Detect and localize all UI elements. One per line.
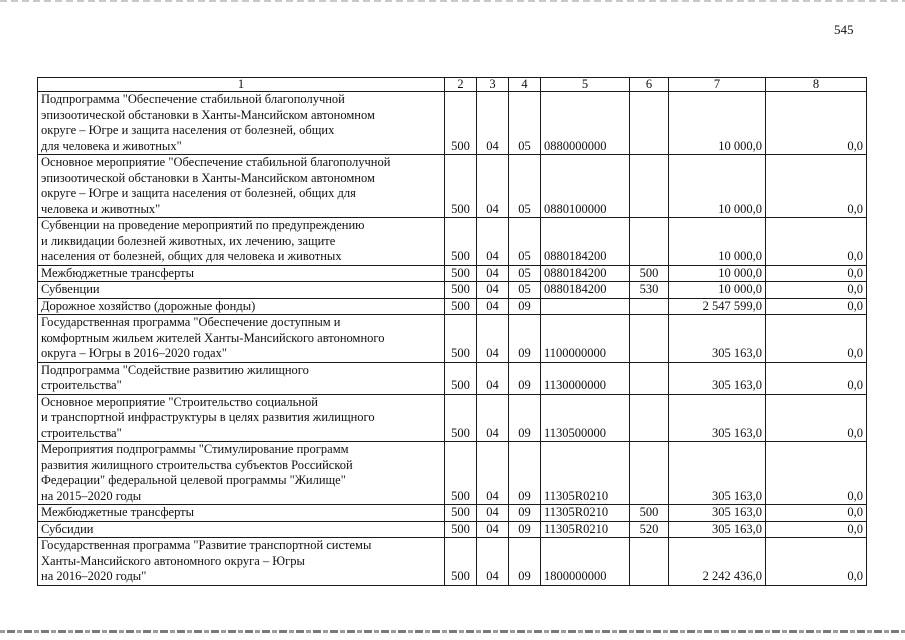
row-name-cell: Подпрограмма "Обеспечение стабильной благополучной эпизоотической обстановки в Ханты-Мансийском автономном округе – Югре и защита населения от болезней, общих для человека и животных" (38, 92, 445, 155)
table-header-row (38, 78, 867, 92)
amount-cell: 2 242 436,0 (669, 538, 766, 586)
expense-type-cell (630, 442, 669, 505)
section-cell: 04 (477, 298, 509, 315)
code-cell: 500 (445, 521, 477, 538)
code-cell: 500 (445, 298, 477, 315)
table-row (38, 442, 867, 505)
code-cell: 500 (445, 538, 477, 586)
subsection-cell: 09 (509, 505, 541, 522)
target-article-cell: 11305R0210 (541, 505, 630, 522)
amount-cell: 305 163,0 (669, 521, 766, 538)
subsection-cell: 05 (509, 282, 541, 299)
code-cell: 500 (445, 282, 477, 299)
row-name-cell: Подпрограмма "Содействие развитию жилищного строительства" (38, 362, 445, 394)
expense-type-cell (630, 218, 669, 266)
table-row (38, 505, 867, 522)
expense-type-cell (630, 362, 669, 394)
federal-amount-cell: 0,0 (766, 315, 867, 363)
amount-cell: 10 000,0 (669, 155, 766, 218)
expense-type-cell: 530 (630, 282, 669, 299)
column-header: 6 (630, 78, 669, 92)
code-cell: 500 (445, 362, 477, 394)
row-name-cell: Межбюджетные трансферты (38, 265, 445, 282)
amount-cell: 305 163,0 (669, 442, 766, 505)
table-row (38, 282, 867, 299)
table-row (38, 218, 867, 266)
section-cell: 04 (477, 505, 509, 522)
row-name-cell: Субсидии (38, 521, 445, 538)
subsection-cell: 05 (509, 155, 541, 218)
federal-amount-cell: 0,0 (766, 282, 867, 299)
subsection-cell: 09 (509, 521, 541, 538)
column-header: 3 (477, 78, 509, 92)
amount-cell: 10 000,0 (669, 92, 766, 155)
section-cell: 04 (477, 155, 509, 218)
subsection-cell: 05 (509, 218, 541, 266)
page-number: 545 (834, 22, 854, 37)
amount-cell: 2 547 599,0 (669, 298, 766, 315)
federal-amount-cell: 0,0 (766, 155, 867, 218)
code-cell: 500 (445, 265, 477, 282)
expense-type-cell (630, 298, 669, 315)
table-row (38, 265, 867, 282)
expense-type-cell (630, 92, 669, 155)
subsection-cell: 09 (509, 394, 541, 442)
table-row (38, 92, 867, 155)
amount-cell: 305 163,0 (669, 315, 766, 363)
target-article-cell (541, 298, 630, 315)
amount-cell: 10 000,0 (669, 282, 766, 299)
expense-type-cell (630, 394, 669, 442)
table-row (38, 362, 867, 394)
table-row (38, 155, 867, 218)
code-cell: 500 (445, 394, 477, 442)
code-cell: 500 (445, 315, 477, 363)
row-name-cell: Субвенции на проведение мероприятий по предупреждению и ликвидации болезней животных, их лечению, защите населения от болезней, общих для человека и животных (38, 218, 445, 266)
code-cell: 500 (445, 92, 477, 155)
subsection-cell: 09 (509, 315, 541, 363)
row-name-cell: Субвенции (38, 282, 445, 299)
expense-type-cell: 500 (630, 505, 669, 522)
amount-cell: 305 163,0 (669, 394, 766, 442)
target-article-cell: 1100000000 (541, 315, 630, 363)
subsection-cell: 09 (509, 442, 541, 505)
expense-type-cell: 520 (630, 521, 669, 538)
column-header: 7 (669, 78, 766, 92)
section-cell: 04 (477, 282, 509, 299)
subsection-cell: 05 (509, 265, 541, 282)
row-name-cell: Основное мероприятие "Строительство социальной и транспортной инфраструктуры в целях развития жилищного строительства" (38, 394, 445, 442)
amount-cell: 10 000,0 (669, 218, 766, 266)
federal-amount-cell: 0,0 (766, 442, 867, 505)
row-name-cell: Дорожное хозяйство (дорожные фонды) (38, 298, 445, 315)
target-article-cell: 0880100000 (541, 155, 630, 218)
amount-cell: 10 000,0 (669, 265, 766, 282)
row-name-cell: Государственная программа "Развитие транспортной системы Ханты-Мансийского автономного округа – Югры на 2016–2020 годы" (38, 538, 445, 586)
target-article-cell: 0880184200 (541, 265, 630, 282)
code-cell: 500 (445, 155, 477, 218)
federal-amount-cell: 0,0 (766, 265, 867, 282)
code-cell: 500 (445, 442, 477, 505)
section-cell: 04 (477, 265, 509, 282)
section-cell: 04 (477, 218, 509, 266)
federal-amount-cell: 0,0 (766, 505, 867, 522)
column-header: 1 (38, 78, 445, 92)
table-row (38, 538, 867, 586)
row-name-cell: Мероприятия подпрограммы "Стимулирование программ развития жилищного строительства субъектов Российской Федерации" федеральной целевой программы "Жилище" на 2015–2020 годы (38, 442, 445, 505)
amount-cell: 305 163,0 (669, 505, 766, 522)
federal-amount-cell: 0,0 (766, 218, 867, 266)
table-row (38, 394, 867, 442)
target-article-cell: 0880184200 (541, 282, 630, 299)
section-cell: 04 (477, 92, 509, 155)
target-article-cell: 11305R0210 (541, 521, 630, 538)
federal-amount-cell: 0,0 (766, 362, 867, 394)
row-name-cell: Государственная программа "Обеспечение доступным и комфортным жильем жителей Ханты-Мансийского автономного округа – Югры в 2016–2020 годах" (38, 315, 445, 363)
column-header: 8 (766, 78, 867, 92)
row-name-cell: Основное мероприятие "Обеспечение стабильной благополучной эпизоотической обстановки в Ханты-Мансийском автономном округе – Югре и защита населения от болезней, общих для человека и животных" (38, 155, 445, 218)
table-row (38, 315, 867, 363)
column-header: 2 (445, 78, 477, 92)
code-cell: 500 (445, 505, 477, 522)
subsection-cell: 09 (509, 298, 541, 315)
scan-edge-top (0, 0, 905, 2)
subsection-cell: 09 (509, 538, 541, 586)
section-cell: 04 (477, 538, 509, 586)
scan-edge-bottom (0, 630, 905, 633)
target-article-cell: 1130000000 (541, 362, 630, 394)
federal-amount-cell: 0,0 (766, 394, 867, 442)
subsection-cell: 09 (509, 362, 541, 394)
section-cell: 04 (477, 521, 509, 538)
expense-type-cell (630, 315, 669, 363)
amount-cell: 305 163,0 (669, 362, 766, 394)
table-row (38, 298, 867, 315)
table-row (38, 521, 867, 538)
expense-type-cell (630, 155, 669, 218)
federal-amount-cell: 0,0 (766, 298, 867, 315)
federal-amount-cell: 0,0 (766, 538, 867, 586)
target-article-cell: 0880000000 (541, 92, 630, 155)
section-cell: 04 (477, 362, 509, 394)
budget-table (37, 77, 867, 586)
column-header: 4 (509, 78, 541, 92)
target-article-cell: 1130500000 (541, 394, 630, 442)
subsection-cell: 05 (509, 92, 541, 155)
code-cell: 500 (445, 218, 477, 266)
section-cell: 04 (477, 442, 509, 505)
target-article-cell: 0880184200 (541, 218, 630, 266)
column-header: 5 (541, 78, 630, 92)
federal-amount-cell: 0,0 (766, 521, 867, 538)
expense-type-cell: 500 (630, 265, 669, 282)
expense-type-cell (630, 538, 669, 586)
target-article-cell: 1800000000 (541, 538, 630, 586)
target-article-cell: 11305R0210 (541, 442, 630, 505)
section-cell: 04 (477, 394, 509, 442)
federal-amount-cell: 0,0 (766, 92, 867, 155)
row-name-cell: Межбюджетные трансферты (38, 505, 445, 522)
section-cell: 04 (477, 315, 509, 363)
